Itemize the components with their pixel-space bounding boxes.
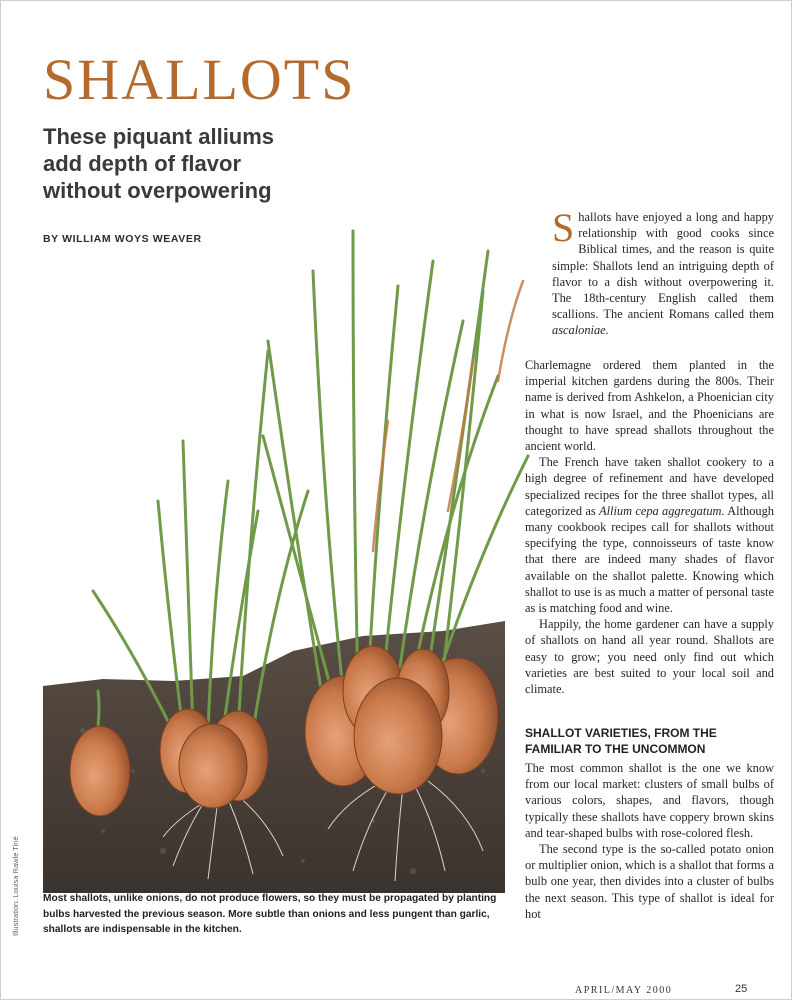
paragraph-1: Shallots have enjoyed a long and happy relationship with good cooks since Biblical times, and the reason is quite simple: Shallots lend an intriguing depth of flavor to a dish without overpowering it. The 18th-century English called them scallions. The ancient Romans called them ascaloniae.: [552, 205, 774, 338]
drop-cap: S: [552, 205, 575, 250]
page-number: 25: [735, 983, 748, 995]
byline: BY WILLIAM WOYS WEAVER: [43, 233, 202, 245]
paragraph-5: The second type is the so-called potato onion or multiplier onion, which is a shallot that forms a bulb one year, then divides into a cluster of bulbs the next season. This type of shallot is ideal for hot: [525, 842, 774, 921]
shallot-illustration: [43, 131, 533, 893]
paragraph-4: The most common shallot is the one we know from our local market: clusters of small bulbs of various colors, shapes, and flavors, though typically these shallots have coppery brown skins and tear-shaped bulbs with rose-colored flesh.: [525, 761, 774, 840]
article-subtitle: These piquant alliums add depth of flavor without overpowering: [43, 124, 275, 203]
body-column-main: [525, 357, 774, 697]
body-column-section: [525, 725, 774, 922]
paragraph-3: Happily, the home gardener can have a supply of shallots on hand all year round. Shallots are easy to grow; you need only find out which varieties are best suited to your local soil and climate.: [525, 617, 774, 697]
figure-caption: Most shallots, unlike onions, do not produce flowers, so they must be propagated by planting bulbs harvested the previous season. More subtle than onions and less pungent than garlic, shallots are indispensable in the kitchen.: [43, 893, 497, 935]
issue-date: APRIL/MAY 2000: [575, 985, 673, 996]
illustration-credit: Illustration: Louisa Rawle Tiné: [11, 836, 20, 936]
paragraph-2: The French have taken shallot cookery to a high degree of refinement and have developed specialized recipes for the three shallot types, all categorized as Allium cepa aggregatum. Although many cookbook recipes call for shallots without specifying the type, connoisseurs of taste know that there are indeed many shades of flavor available on the shallot palette. Knowing which shallot to use is as much a matter of personal taste as is matching food and wine.: [525, 455, 774, 616]
section-subhead: SHALLOT VARIETIES, FROM THE FAMILIAR TO THE UNCOMMON: [525, 726, 717, 756]
paragraph-1-cont: Charlemagne ordered them planted in the imperial kitchen gardens during the 800s. Their name is derived from Ashkelon, a Phoenician city in what is now Israel, and the Phoenicians are thought to have spread shallots throughout the ancient world.: [525, 358, 774, 454]
body-column-top: [552, 205, 774, 339]
article-title: SHALLOTS: [43, 47, 356, 112]
